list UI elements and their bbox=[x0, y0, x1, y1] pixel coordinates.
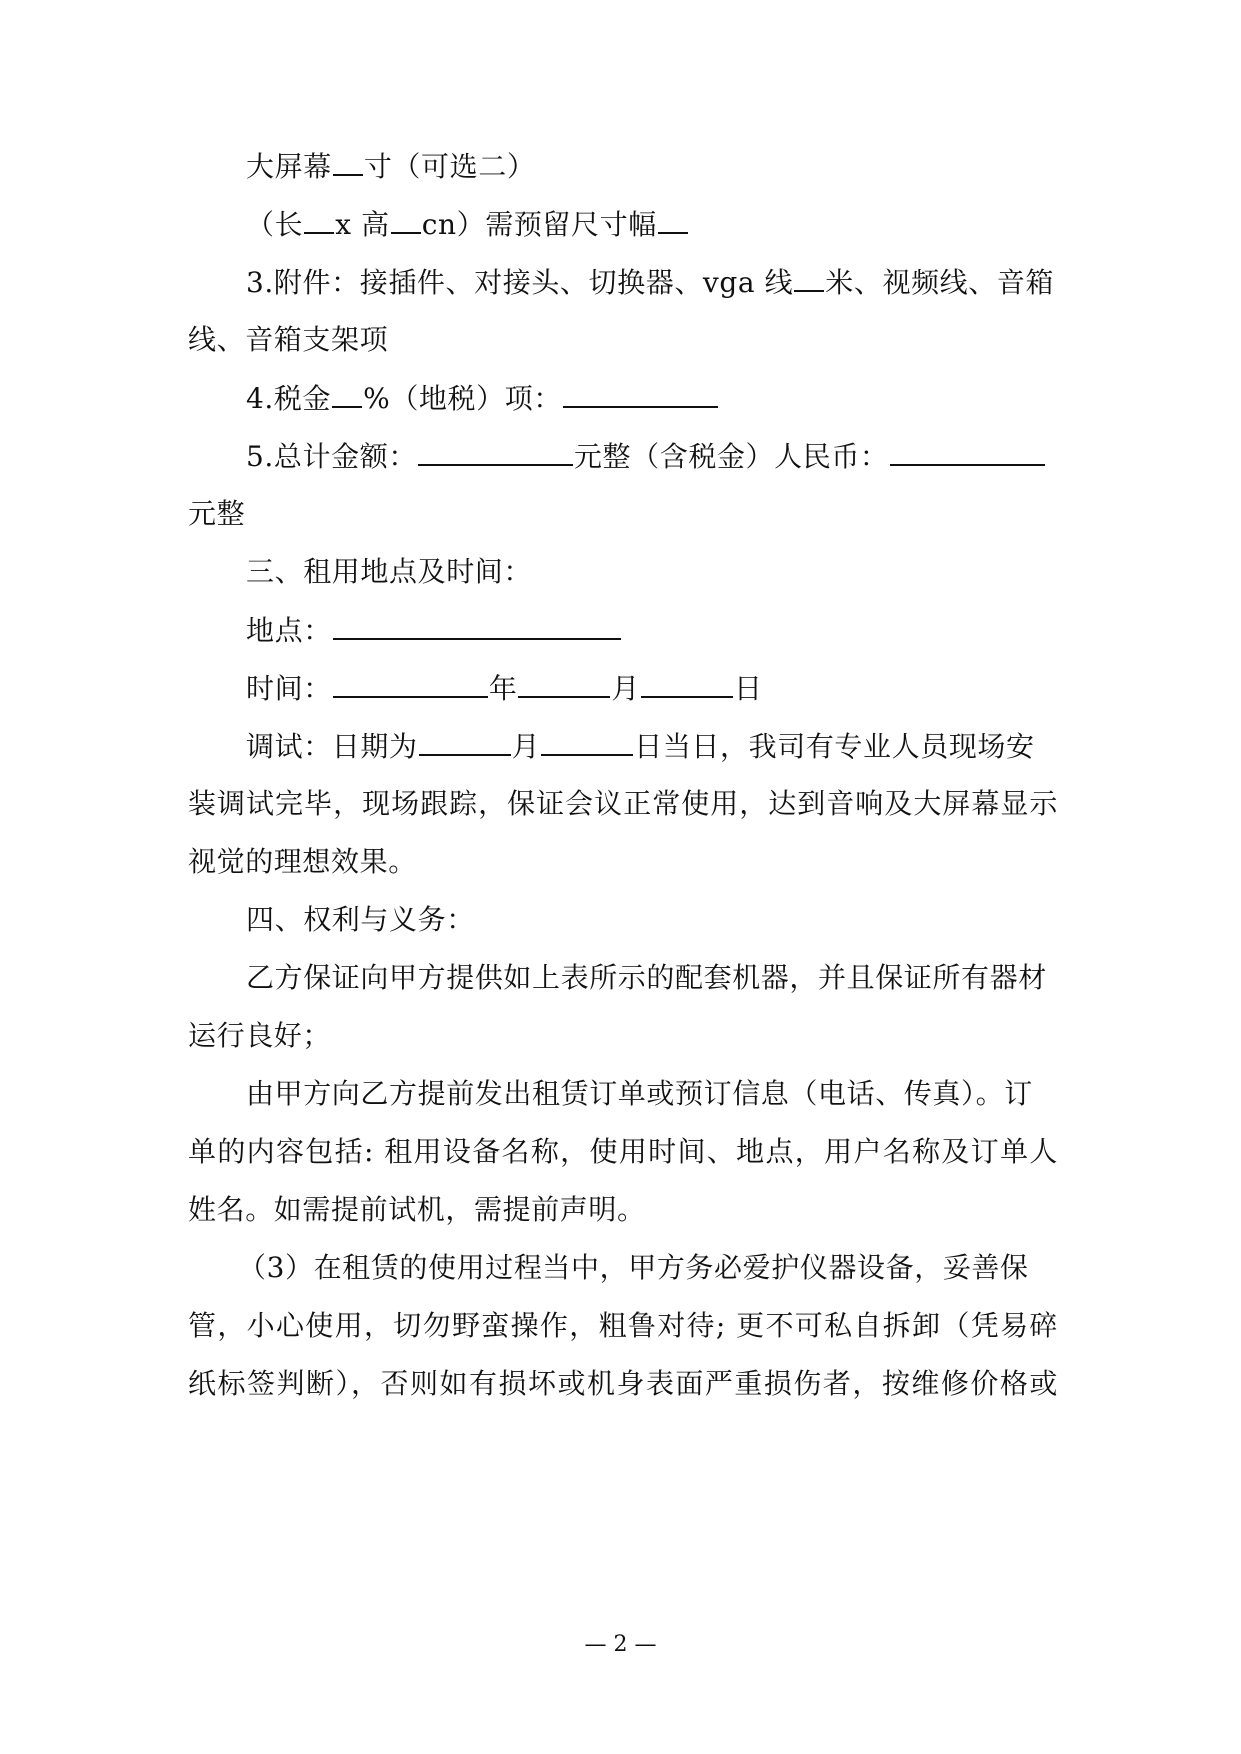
total-amount-line bbox=[246, 436, 1046, 476]
fill-blank bbox=[890, 436, 1045, 466]
dimension-line bbox=[246, 204, 689, 244]
section-heading-4: 四、权利与义务： bbox=[246, 903, 475, 936]
paragraph-line: （3）在租赁的使用过程当中，甲方务必爱护仪器设备，妥善保 bbox=[238, 1251, 1029, 1284]
fill-blank bbox=[333, 668, 488, 698]
time-line bbox=[246, 668, 763, 708]
text-segment: 年 bbox=[488, 672, 518, 705]
text-segment: 米、视频线、音箱 bbox=[825, 266, 1055, 299]
debug-line-end: 视觉的理想效果。 bbox=[188, 845, 417, 878]
fill-blank bbox=[518, 668, 610, 698]
paragraph-line: 姓名。如需提前试机，需提前声明。 bbox=[188, 1193, 646, 1226]
total-amount-line-cont bbox=[188, 494, 245, 534]
fill-blank bbox=[658, 204, 688, 234]
fill-blank bbox=[541, 726, 633, 756]
fill-blank bbox=[794, 262, 824, 292]
paragraph-line: 由甲方向乙方提前发出租赁订单或预订信息（电话、传真）。订 bbox=[246, 1077, 1033, 1110]
paragraph-line: 纸标签判断），否则如有损坏或机身表面严重损伤者，按维修价格或 bbox=[188, 1367, 1058, 1400]
text-segment: 寸（可选二） bbox=[363, 150, 536, 183]
text-segment: 大屏幕 bbox=[246, 150, 332, 183]
text-segment: 地点： bbox=[246, 614, 332, 647]
fill-blank bbox=[391, 204, 421, 234]
text-segment: 线、音箱支架项 bbox=[188, 323, 389, 356]
text-segment: 月 bbox=[611, 672, 641, 705]
paragraph-line: 单的内容包括: 租用设备名称，使用时间、地点，用户名称及订单人 bbox=[188, 1135, 1058, 1168]
text-segment: （长 bbox=[246, 208, 304, 241]
fill-blank bbox=[418, 436, 573, 466]
tax-line bbox=[246, 378, 719, 418]
text-segment: 三、租用地点及时间： bbox=[246, 555, 533, 588]
section-heading-3 bbox=[246, 552, 532, 592]
fill-blank bbox=[641, 668, 733, 698]
debug-line-cont: 装调试完毕，现场跟踪，保证会议正常使用，达到音响及大屏幕显示 bbox=[188, 787, 1058, 820]
paragraph-line: 运行良好； bbox=[188, 1019, 332, 1052]
text-segment: 日 bbox=[734, 672, 763, 705]
text-segment: 3.附件：接插件、对接头、切换器、vga 线 bbox=[246, 266, 794, 299]
fill-blank bbox=[333, 146, 363, 176]
paragraph-line: 乙方保证向甲方提供如上表所示的配套机器，并且保证所有器材 bbox=[246, 961, 1047, 994]
text-segment: 5.总计金额： bbox=[246, 440, 417, 473]
fill-blank bbox=[304, 204, 334, 234]
text-segment: 4.税金 bbox=[246, 382, 332, 415]
text-segment: 日当日，我司有专业人员现场安 bbox=[634, 730, 1035, 763]
text-segment: 元整（含税金）人民币： bbox=[573, 440, 889, 473]
fill-blank bbox=[333, 610, 621, 640]
fill-blank bbox=[563, 378, 718, 408]
text-segment: 元整 bbox=[188, 497, 246, 530]
text-segment: 调试：日期为 bbox=[246, 730, 418, 763]
page-number: — 2 — bbox=[584, 1632, 657, 1657]
text-segment: x 高 bbox=[335, 208, 390, 241]
text-segment: 时间： bbox=[246, 672, 332, 705]
text-segment: cn）需预留尺寸幅 bbox=[421, 208, 657, 241]
screen-size-line bbox=[246, 146, 535, 186]
accessories-line-cont bbox=[188, 320, 388, 360]
accessories-line bbox=[246, 262, 1054, 302]
paragraph-line: 管，小心使用，切勿野蛮操作，粗鲁对待; 更不可私自拆卸（凭易碎 bbox=[188, 1309, 1058, 1342]
fill-blank bbox=[332, 378, 362, 408]
text-segment: 月 bbox=[511, 730, 541, 763]
debug-line bbox=[246, 726, 1035, 766]
location-line bbox=[246, 610, 622, 650]
text-segment: %（地税）项： bbox=[363, 382, 562, 415]
fill-blank bbox=[419, 726, 511, 756]
